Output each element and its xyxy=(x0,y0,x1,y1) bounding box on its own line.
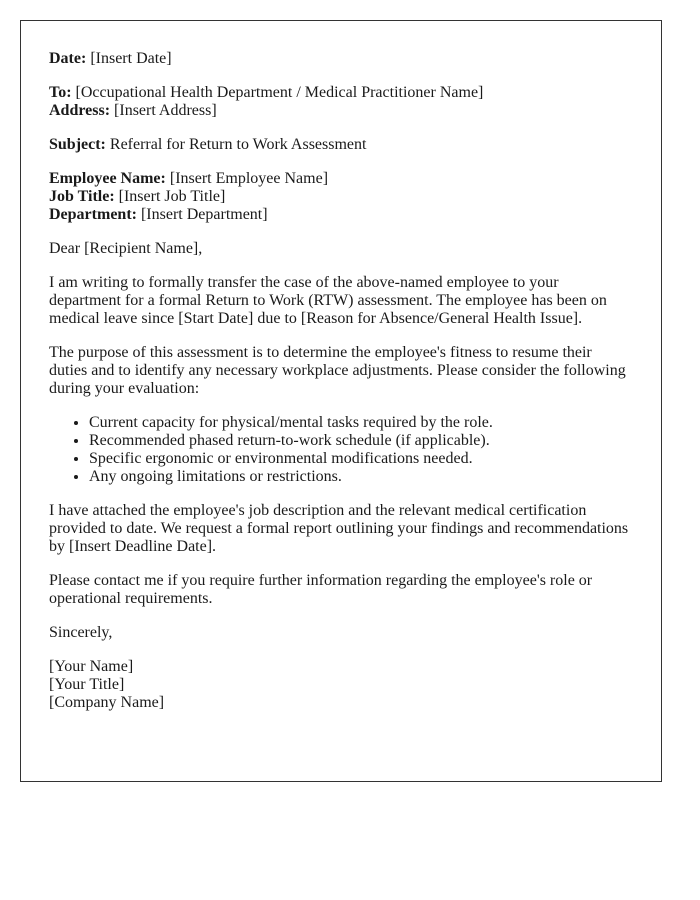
sender-title: [Your Title] xyxy=(49,676,125,693)
date-label: Date: xyxy=(49,50,87,67)
letter-document xyxy=(20,20,662,782)
employee-name-label: Employee Name: xyxy=(49,170,166,187)
date-line xyxy=(49,50,633,68)
list-item: • Any ongoing limitations or restrictions. xyxy=(89,468,633,486)
body-paragraph-4: Please contact me if you require further information regarding the employee's role or operational requirements. xyxy=(49,572,593,607)
job-title-value: [Insert Job Title] xyxy=(118,188,226,205)
company-name: [Company Name] xyxy=(49,694,165,711)
salutation: Dear [Recipient Name], xyxy=(49,240,203,257)
subject-value: Referral for Return to Work Assessment xyxy=(109,136,367,153)
employee-name-value: [Insert Employee Name] xyxy=(169,170,329,187)
recipient-block xyxy=(49,84,633,120)
list-item: • Recommended phased return-to-work schedule (if applicable). xyxy=(89,432,633,450)
letter-content xyxy=(21,21,661,712)
signature-block xyxy=(49,658,633,712)
body-paragraph-2: The purpose of this assessment is to determine the employee's fitness to resume their duties and to identify any necessary workplace adjustments. Please consider the following during your evaluation: xyxy=(49,344,626,397)
employee-block xyxy=(49,170,633,224)
list-item: • Current capacity for physical/mental tasks required by the role. xyxy=(89,414,633,432)
date-value: [Insert Date] xyxy=(90,50,172,67)
list-item: • Specific ergonomic or environmental modifications needed. xyxy=(89,450,633,468)
address-label: Address: xyxy=(49,102,111,119)
department-value: [Insert Department] xyxy=(140,206,268,223)
department-label: Department: xyxy=(49,206,137,223)
considerations-list xyxy=(49,414,633,486)
body-paragraph-3: I have attached the employee's job description and the relevant medical certification provided to date. We request a formal report outlining your findings and recommendations by [Insert Deadline Date]. xyxy=(49,502,629,555)
job-title-label: Job Title: xyxy=(49,188,115,205)
sender-name: [Your Name] xyxy=(49,658,134,675)
subject-line xyxy=(49,136,633,154)
to-value: [Occupational Health Department / Medical Practitioner Name] xyxy=(75,84,484,101)
to-label: To: xyxy=(49,84,72,101)
subject-label: Subject: xyxy=(49,136,106,153)
address-value: [Insert Address] xyxy=(114,102,217,119)
sign-off: Sincerely, xyxy=(49,624,113,641)
body-paragraph-1: I am writing to formally transfer the case of the above-named employee to your department for a formal Return to Work (RTW) assessment. The employee has been on medical leave since [Start Date] due to [Reason for Absence/General Health Issue]. xyxy=(49,274,607,327)
